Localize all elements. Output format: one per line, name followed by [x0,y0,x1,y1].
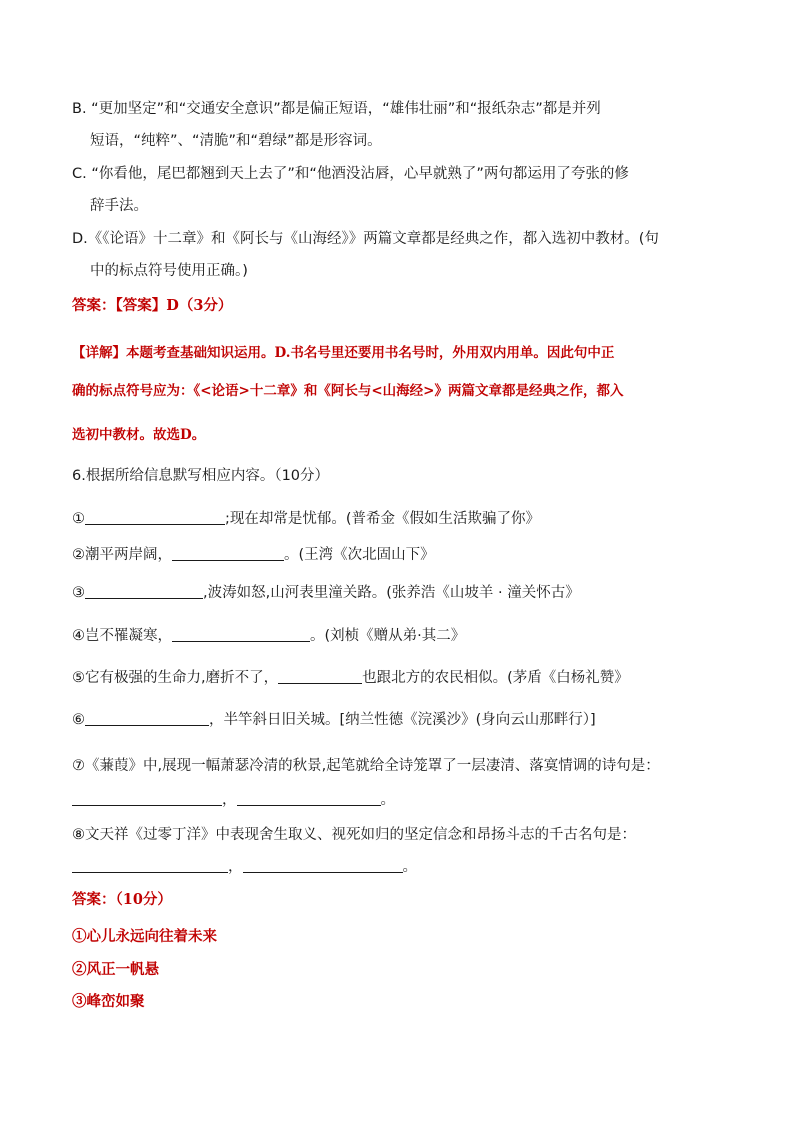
item-2 [72,545,435,565]
item-3-suffix: ,波涛如怒,山河表里潼关路。(张养浩《山坡羊 · 潼关怀古》 [203,585,580,601]
item-7-prompt: ⑦《蒹葭》中,展现一幅萧瑟冷清的秋景,起笔就给全诗笼罩了一层凄清、落寞情调的诗句是： [72,758,660,774]
option-b-line1: B. “更加坚定”和“交通安全意识”都是偏正短语，“雄伟壮丽”和“报纸杂志”都是并列 [72,101,601,117]
option-c-line1: C. “你看他，尾巴都翘到天上去了”和“他酒没沾唇，心早就熟了”两句都运用了夸张的修 [72,166,629,182]
item-7-answer-line [72,790,395,810]
item-1-suffix: ;现在却常是忧郁。(普希金《假如生活欺骗了你》 [225,511,541,527]
item-2-prefix: ②潮平两岸阔， [72,547,172,563]
detail-line1: 【详解】本题考查基础知识运用。D.书名号里还要用书名号时，外用双内用单。因此句中正 [72,345,615,361]
blank-7a[interactable] [72,790,222,806]
blank-7b[interactable] [237,790,381,806]
item-7-end: 。 [380,792,395,808]
item-6 [72,710,596,730]
item-3 [72,583,580,603]
item-8-answer-line [72,857,417,877]
item-8-prompt: ⑧文天祥《过零丁洋》中表现舍生取义、视死如归的坚定信念和昂扬斗志的千古名句是： [72,827,636,843]
option-d-line1: D.《《论语》十二章》和《阿长与《山海经》》两篇文章都是经典之作，都入选初中教材。(句 [72,231,659,247]
item-4 [72,626,465,646]
blank-3[interactable] [85,583,203,599]
answer-5: 答案：【答案】D（3分） [72,297,233,314]
option-c-line2: 辞手法。 [90,198,148,214]
item-4-suffix: 。(刘桢《赠从弟·其二》 [310,628,466,644]
blank-6[interactable] [85,710,209,726]
item-4-prefix: ④岂不罹凝寒， [72,628,172,644]
item-5 [72,668,629,688]
blank-1[interactable] [85,509,225,525]
answer-6-item-1: ①心儿永远向往着未来 [72,928,217,945]
item-5-suffix: 也跟北方的农民相似。(茅盾《白杨礼赞》 [362,670,629,686]
blank-8a[interactable] [72,857,228,873]
answer-6-item-3: ③峰峦如聚 [72,993,145,1010]
answer-6-item-2: ②风正一帆悬 [72,961,159,978]
answer-6-title: 答案：（10分） [72,891,172,908]
item-8-end: 。 [402,859,417,875]
item-1-prefix: ① [72,511,85,527]
item-2-suffix: 。(王湾《次北固山下》 [284,547,435,563]
item-8-separator: ， [228,859,243,875]
item-6-prefix: ⑥ [72,712,85,728]
option-d-line2: 中的标点符号使用正确。) [90,263,248,279]
detail-line3: 选初中教材。故选D。 [72,427,206,443]
item-7-separator: ， [222,792,237,808]
blank-2[interactable] [172,545,284,561]
blank-8b[interactable] [243,857,403,873]
detail-line2: 确的标点符号应为：《<论语>十二章》和《阿长与<山海经>》两篇文章都是经典之作，都入 [72,383,624,399]
option-b-line2: 短语，“纯粹”、“清脆”和“碧绿”都是形容词。 [90,133,382,149]
item-5-prefix: ⑤它有极强的生命力,磨折不了， [72,670,279,686]
item-6-suffix: ，半竿斜日旧关城。[纳兰性德《浣溪沙》(身向云山那畔行）] [209,712,596,728]
item-3-prefix: ③ [72,585,85,601]
blank-4[interactable] [172,626,310,642]
item-1 [72,509,540,529]
question-6-title: 6.根据所给信息默写相应内容。（10分） [72,468,330,484]
blank-5[interactable] [278,668,362,684]
